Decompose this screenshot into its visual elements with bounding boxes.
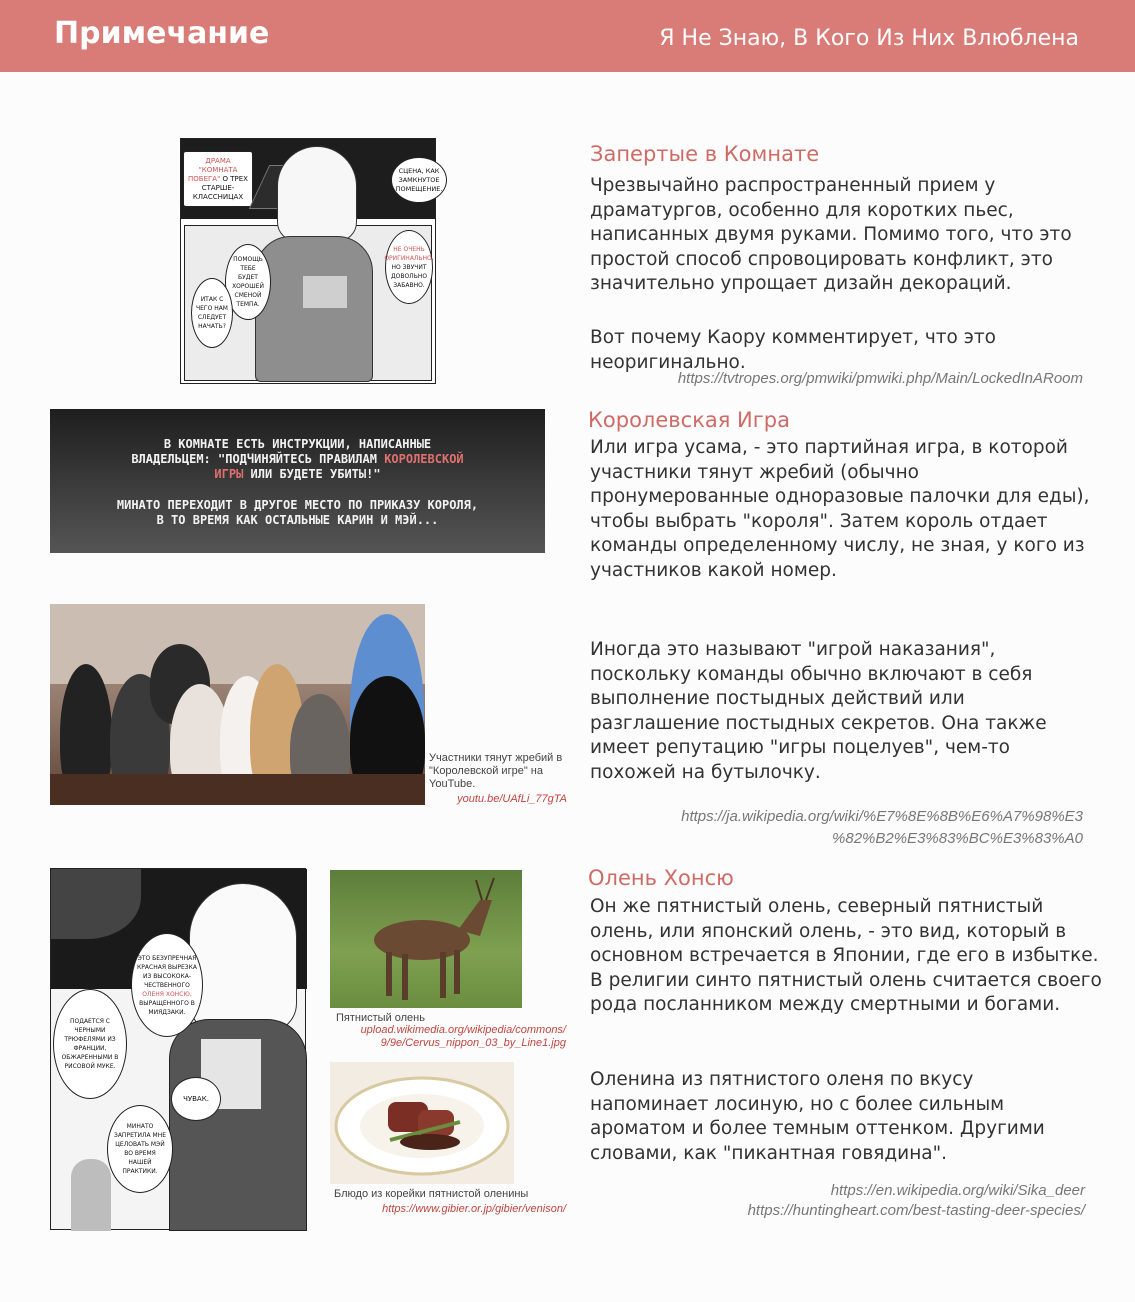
bubble-text: ЭТО БЕЗУПРЕЧНАЯ КРАСНАЯ ВЫРЕЗКА ИЗ ВЫСОКОКА- ЧЕСТВЕННОГО [137,954,197,989]
photo-source-link[interactable]: youtu.be/UAfLi_77gTA [457,793,567,805]
banner-text-part: ВЛАДЕЛЬЦЕМ: "ПОДЧИНЯЙТЕСЬ ПРАВИЛАМ [131,452,385,466]
section-title-king-game: Королевская Игра [588,408,791,432]
banner-line: В КОМНАТЕ ЕСТЬ ИНСТРУКЦИИ, НАПИСАННЫЕ [163,437,432,451]
section2-paragraph-2: Иногда это называют "игрой наказания", поскольку команды обычно включают в себя выполнение постыдных действий или разглашение постыдных секретов. Она также имеет репутацию "игры поцелуев", чем-то похожей на бутылочку. [590,639,1047,783]
photo-table [50,774,425,805]
banner-text-highlight: КОРОЛЕВСКОЙ [384,452,464,466]
photo-venison-dish [330,1062,514,1184]
bubble-text: ИТАК С ЧЕГО НАМ СЛЕДУЕТ НАЧАТЬ? [196,296,228,330]
banner-text-part: ИЛИ БУДЕТЕ УБИТЫ!" [243,467,381,481]
shirt-print [303,276,347,308]
banner-text-highlight: ИГРЫ [214,467,244,481]
banner-line: МИНАТО ПЕРЕХОДИТ В ДРУГОЕ МЕСТО ПО ПРИКАЗУ КОРОЛЯ, [116,498,479,512]
section1-source-link[interactable]: https://tvtropes.org/pmwiki/pmwiki.php/Main/LockedInARoom [677,370,1083,387]
bubble-text: ОЛЕНЯ ХОНСЮ, [142,990,192,998]
section3-paragraph-1: Он же пятнистый олень, северный пятнистый олень, или японский олень, - это вид, который в основном встречается в Японии, где его в избытке. В религии синто пятнистый олень считается своего рода посланником между смертными и богами. [590,896,1102,1015]
bubble-text: ПОДАЕТСЯ С ЧЕРНЫМИ ТРЮФЕЛЯМИ ИЗ ФРАНЦИИ, ОБЖАРЕННЫМИ В РИСОВОЙ МУКЕ. [61,1018,119,1070]
manga-panel-venison [50,868,306,1230]
dish-source-link[interactable]: https://www.gibier.or.jp/gibier/venison/ [382,1203,566,1215]
photo-caption: Участники тянут жребий в "Королевской игре" на YouTube. [429,752,563,790]
character-head [277,146,357,242]
speech-bubble [171,1077,221,1121]
photo-king-game-participants [50,604,425,805]
speech-bubble [53,989,127,1099]
source-line: 9/9e/Cervus_nippon_03_by_Line1.jpg [380,1037,566,1049]
header-left-title: Примечание [54,16,270,51]
dish-drawing [330,1062,514,1184]
section3-source-link-2[interactable]: https://huntingheart.com/best-tasting-deer-species/ [747,1202,1085,1219]
section3-source-link-1[interactable]: https://en.wikipedia.org/wiki/Sika_deer [830,1182,1085,1199]
section2-paragraph-1: Или игра усама, - это партийная игра, в которой участники тянут жребий (обычно пронумерованные одноразовые палочки для еды), чтобы выбрать "короля". Затем король отдает команды определенному числу, не зная, у кого из участников какой номер. [590,437,1090,581]
banner-line [50,452,545,467]
deer-drawing [330,870,522,1008]
source-line: upload.wikimedia.org/wikipedia/commons/ [360,1024,566,1036]
speech-bubble [385,230,433,304]
bubble-text: МИНАТО ЗАПРЕТИЛА МНЕ ЦЕЛОВАТЬ МЭЙ ВО ВРЕМЯ НАШЕЙ ПРАКТИКИ. [113,1123,167,1175]
deer-caption: Пятнистый олень [336,1012,425,1024]
banner-text [50,437,545,528]
bubble-text: ЧУВАК. [183,1094,209,1103]
section1-paragraph-2: Вот почему Каору комментирует, что это неоригинально. [590,327,996,373]
manga-panel-locked-room [180,138,443,384]
header-right-title: Я Не Знаю, В Кого Из Них Влюблена [659,26,1079,51]
banner-line [50,467,545,482]
page-header [0,0,1135,72]
source-line: https://ja.wikipedia.org/wiki/%E7%8E%8B%E6%A7%98%E3 [681,808,1083,825]
source-line: %82%B2%E3%83%BC%E3%83%A0 [832,830,1083,847]
speech-bubble [107,1105,173,1193]
section2-source-link[interactable] [543,806,1083,850]
section1-paragraph-1: Чрезвычайно распространенный прием у драматургов, особенно для коротких пьес, написанных двумя руками. Помимо того, что это простой способ спровоцировать конфликт, это значительно упрощает дизайн декораций. [590,175,1072,294]
bubble-text: НЕ ОЧЕНЬ ОРИГИНАЛЬНО, [384,245,434,262]
bubble-text: СЦЕНА, КАК ЗАМКНУТОЕ ПОМЕЩЕНИЕ. [395,166,443,193]
section-title-locked-room: Запертые в Комнате [590,142,820,166]
bubble-text: ПОМОЩЬ ТЕБЕ БУДЕТ ХОРОШЕЙ СМЕНОЙ ТЕМПА. [232,256,264,308]
speech-bubble [183,151,253,207]
photo-sika-deer [330,870,522,1008]
speech-bubble [131,933,203,1037]
character-head [189,883,297,1033]
bubble-text: ВЫРАЩЕННОГО В МИЯДЗАКИ. [139,999,195,1016]
banner-line: В ТО ВРЕМЯ КАК ОСТАЛЬНЫЕ КАРИН И МЭЙ... [156,513,439,527]
bubble-text: НО ЗВУЧИТ ДОВОЛЬНО ЗАБАВНО. [390,263,428,289]
deer-source-link[interactable] [330,1024,566,1050]
background-character [71,1159,111,1231]
speech-bubble [191,278,233,348]
manga-bottom-panel [184,225,432,381]
dish-caption: Блюдо из корейки пятнистой оленины [334,1188,529,1200]
speech-bubble [391,157,447,203]
bubble-text: ДРАМА "КОМНАТА ПОБЕГА" [188,156,238,183]
banner-spacer [50,482,545,498]
section3-paragraph-2: Оленина из пятнистого оленя по вкусу напоминает лосиную, но с более сильным ароматом и более темным оттенком. Другими словами, как "пикантная говядина". [590,1069,1045,1164]
manga-banner-king-game [50,409,545,553]
section-title-honshu-deer: Олень Хонсю [588,866,734,890]
character-body [255,236,373,382]
bubble-text: О ТРЕХ СТАРШЕ- КЛАССНИЦАХ [192,174,248,201]
